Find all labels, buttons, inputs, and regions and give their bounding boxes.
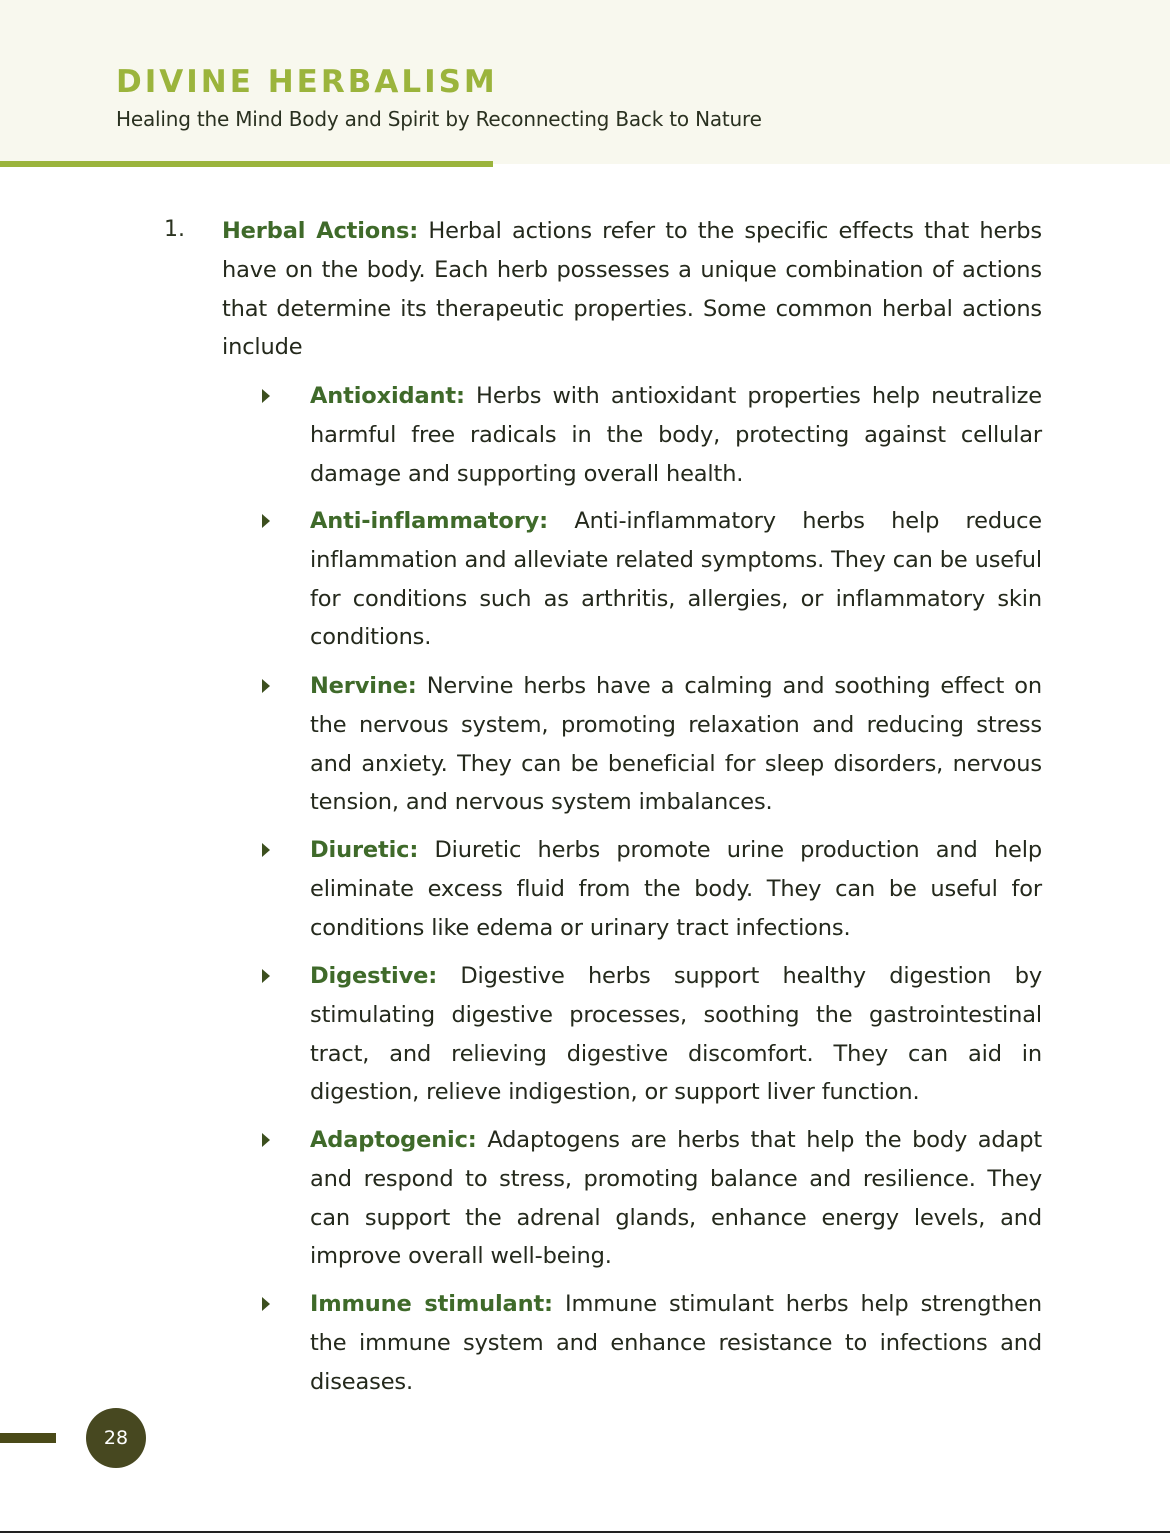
page-header: [0, 0, 1170, 164]
bullet-text: Nervine herbs have a calming and soothing effect on the nervous system, promoting relaxation and reducing stress and anxiety. They can be beneficial for sleep disorders, nervous tension, and nervous system imbalances.: [310, 673, 1042, 816]
bullet-term: Nervine:: [310, 673, 417, 699]
bullet-text: Adaptogens are herbs that help the body adapt and respond to stress, promoting balance and resilience. They can support the adrenal glands, enhance energy levels, and improve overall well-being.: [310, 1127, 1042, 1270]
bullet-term: Digestive:: [310, 963, 438, 989]
bullet-term: Adaptogenic:: [310, 1127, 477, 1153]
section-term: Herbal Actions:: [222, 218, 419, 244]
bullet-term: Antioxidant:: [310, 383, 465, 409]
section-text: Herbal actions refer to the specific effects that herbs have on the body. Each herb possesses a unique combination of actions that determine its therapeutic properties. Some common herbal actions include: [222, 218, 1043, 361]
bullet-arrow-icon: [262, 679, 270, 693]
bullet-term: Anti-inflammatory:: [310, 508, 548, 534]
bullet-arrow-icon: [262, 969, 270, 983]
bullet-term: Diuretic:: [310, 837, 419, 863]
list-item: [310, 1285, 1042, 1401]
page-number-badge: [86, 1408, 146, 1468]
list-item: [310, 957, 1042, 1112]
list-item: [310, 1121, 1042, 1276]
bullet-text: Diuretic herbs promote urine production and help eliminate excess fluid from the body. They can be useful for conditions like edema or urinary tract infections.: [310, 837, 1042, 941]
list-item: [310, 502, 1042, 657]
bullet-text: Anti-inflammatory herbs help reduce inflammation and alleviate related symptoms. They can be useful for conditions such as arthritis, allergies, or inflammatory skin conditions.: [310, 508, 1042, 651]
section-paragraph: [222, 212, 1042, 367]
list-item: [310, 831, 1042, 947]
list-item: [310, 377, 1042, 493]
bullet-arrow-icon: [262, 389, 270, 403]
bullet-arrow-icon: [262, 514, 270, 528]
bullet-arrow-icon: [262, 843, 270, 857]
bullet-text: Immune stimulant herbs help strengthen the immune system and enhance resistance to infections and diseases.: [310, 1291, 1042, 1395]
bullet-arrow-icon: [262, 1133, 270, 1147]
header-divider: [0, 161, 493, 167]
list-item: [310, 667, 1042, 822]
footer-accent-bar: [0, 1433, 56, 1443]
page-number: 28: [103, 1427, 129, 1449]
bullet-term: Immune stimulant:: [310, 1291, 553, 1317]
bullet-text: Digestive herbs support healthy digestion by stimulating digestive processes, soothing the gastrointestinal tract, and relieving digestive discomfort. They can aid in digestion, relieve indigestion, or support liver function.: [310, 963, 1042, 1106]
book-title: DIVINE HERBALISM: [116, 64, 498, 100]
book-subtitle: Healing the Mind Body and Spirit by Reconnecting Back to Nature: [116, 107, 762, 131]
bullet-arrow-icon: [262, 1297, 270, 1311]
list-number: 1.: [164, 217, 185, 242]
bullet-text: Herbs with antioxidant properties help neutralize harmful free radicals in the body, protecting against cellular damage and supporting overall health.: [310, 383, 1042, 487]
